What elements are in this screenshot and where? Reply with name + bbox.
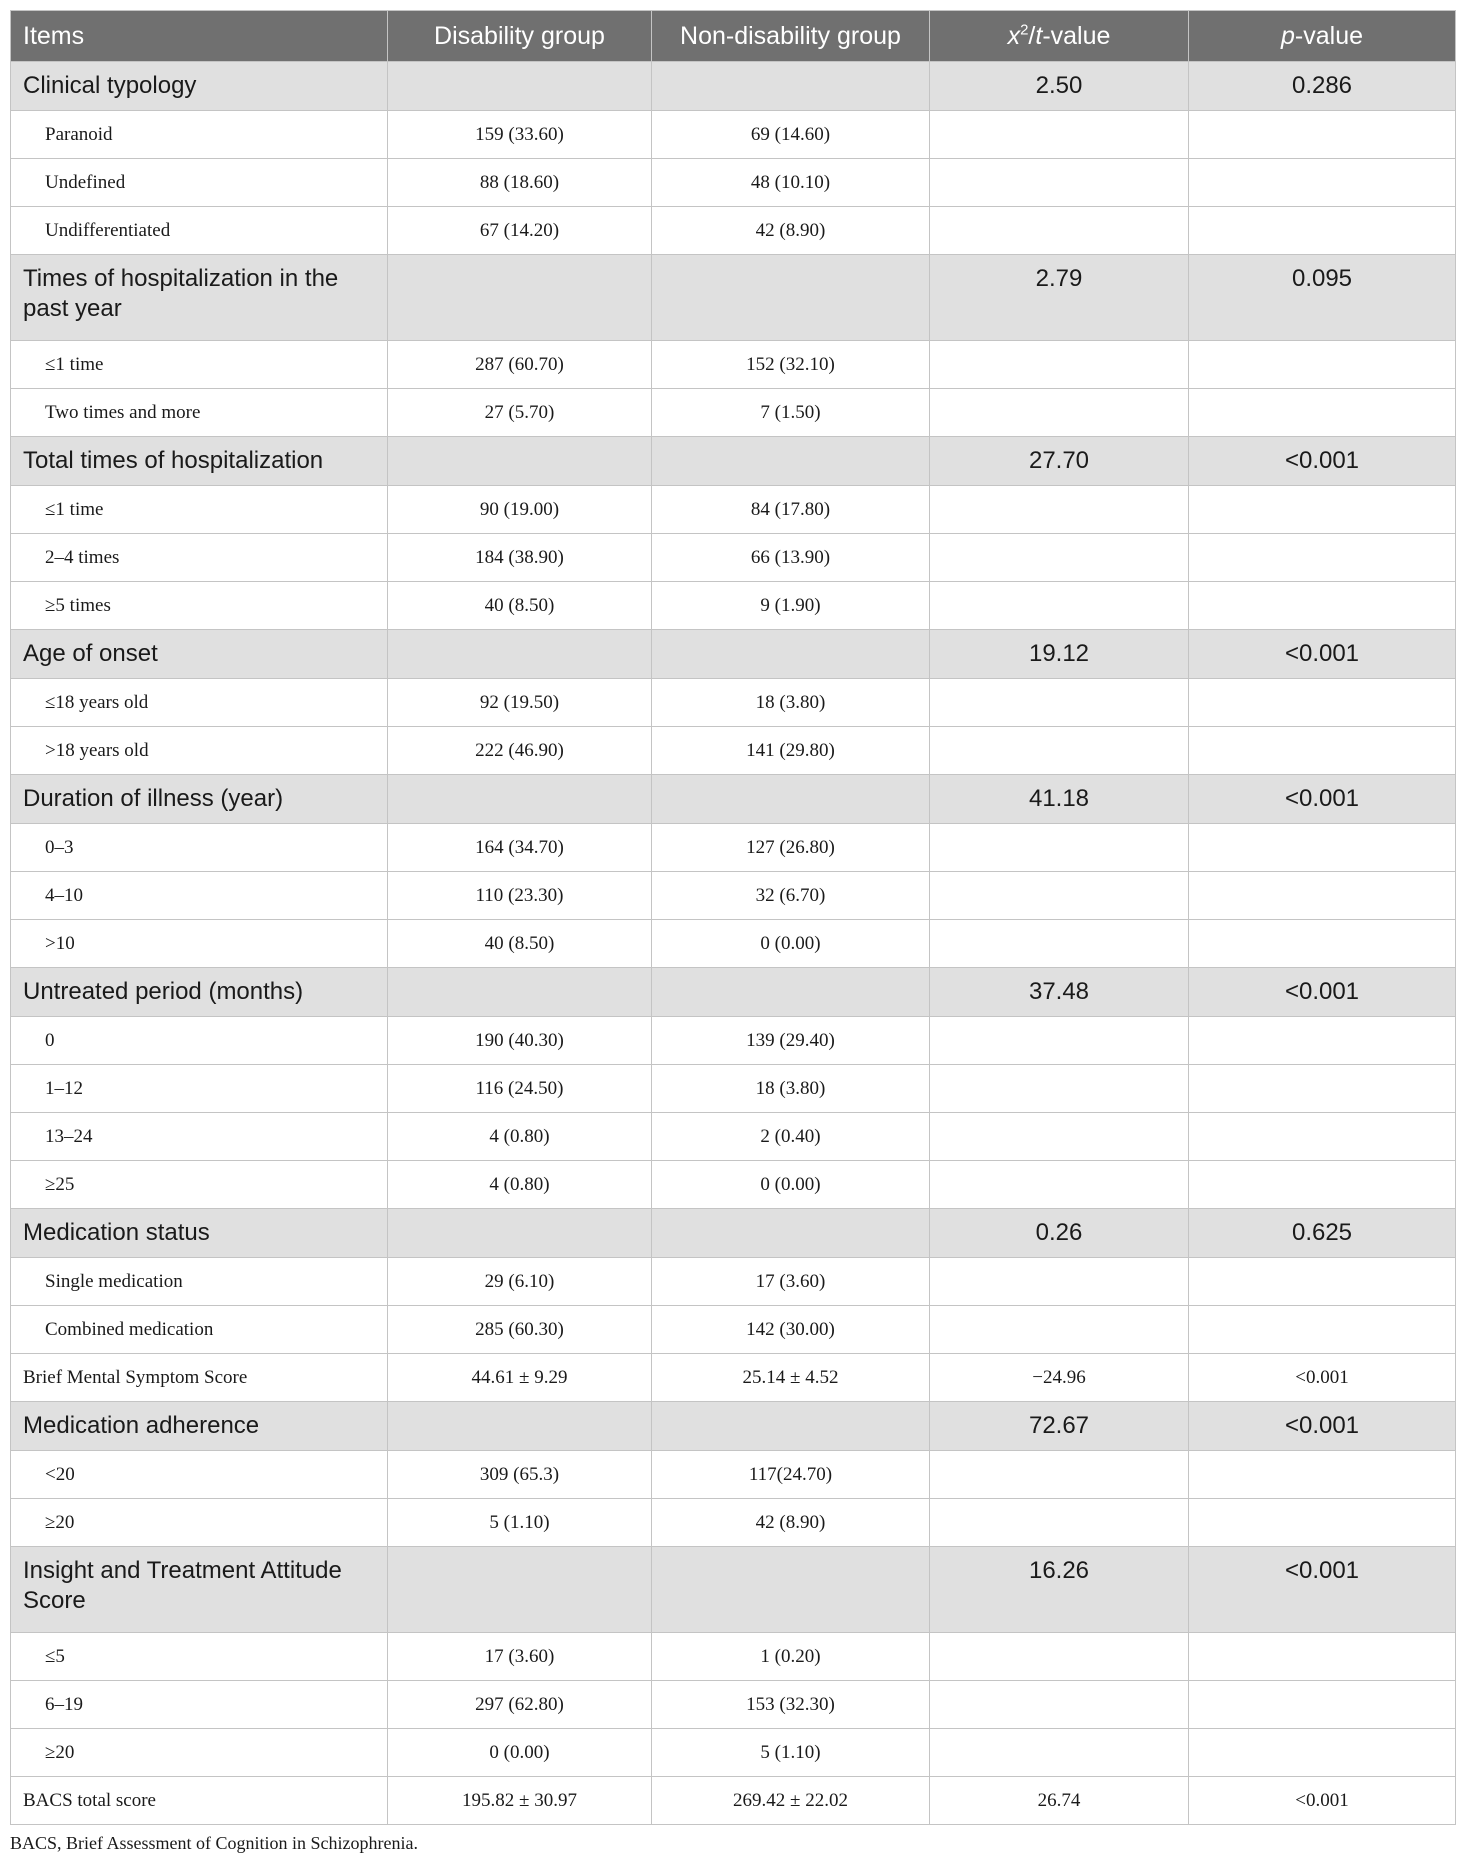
non-disability-cell	[652, 1547, 930, 1633]
statistic-cell	[930, 1681, 1189, 1729]
disability-cell	[388, 1402, 652, 1451]
disability-cell: 110 (23.30)	[388, 872, 652, 920]
header-p-value	[1189, 11, 1456, 62]
non-disability-cell: 48 (10.10)	[652, 159, 930, 207]
p-value-cell: 0.625	[1189, 1209, 1456, 1258]
statistic-cell: 27.70	[930, 437, 1189, 486]
statistic-cell: 72.67	[930, 1402, 1189, 1451]
disability-cell: 67 (14.20)	[388, 207, 652, 255]
category-row	[11, 1402, 1456, 1451]
header-stat-suffix: -value	[1042, 21, 1111, 50]
p-value-cell	[1189, 1729, 1456, 1777]
header-stat-t: t	[1035, 21, 1043, 50]
p-value-cell: <0.001	[1189, 630, 1456, 679]
disability-cell: 195.82 ± 30.97	[388, 1777, 652, 1825]
statistic-cell: 0.26	[930, 1209, 1189, 1258]
non-disability-cell: 141 (29.80)	[652, 727, 930, 775]
p-value-cell	[1189, 1065, 1456, 1113]
statistic-cell	[930, 1451, 1189, 1499]
table-row	[11, 1306, 1456, 1354]
header-row	[11, 11, 1456, 62]
statistic-cell	[930, 1065, 1189, 1113]
non-disability-cell: 17 (3.60)	[652, 1258, 930, 1306]
statistic-cell	[930, 1258, 1189, 1306]
p-value-cell	[1189, 1161, 1456, 1209]
header-stat-x: x	[1007, 21, 1021, 50]
p-value-cell	[1189, 824, 1456, 872]
header-non-disability-group: Non-disability group	[652, 11, 930, 62]
p-value-cell	[1189, 1113, 1456, 1161]
category-row	[11, 1547, 1456, 1633]
non-disability-cell: 153 (32.30)	[652, 1681, 930, 1729]
statistic-cell	[930, 341, 1189, 389]
p-value-cell: 0.286	[1189, 62, 1456, 111]
category-row	[11, 437, 1456, 486]
p-value-cell	[1189, 727, 1456, 775]
p-value-cell: <0.001	[1189, 775, 1456, 824]
p-value-cell	[1189, 1499, 1456, 1547]
disability-cell: 190 (40.30)	[388, 1017, 652, 1065]
statistic-cell	[930, 111, 1189, 159]
table-container	[10, 10, 1455, 1825]
p-value-cell: <0.001	[1189, 968, 1456, 1017]
category-row	[11, 630, 1456, 679]
table-row	[11, 1258, 1456, 1306]
non-disability-cell	[652, 437, 930, 486]
row-label: Clinical typology	[11, 62, 388, 111]
row-label: Duration of illness (year)	[11, 775, 388, 824]
disability-cell: 4 (0.80)	[388, 1113, 652, 1161]
p-value-cell: <0.001	[1189, 1402, 1456, 1451]
statistic-cell	[930, 1499, 1189, 1547]
statistic-cell	[930, 1017, 1189, 1065]
row-label: 6–19	[11, 1681, 388, 1729]
non-disability-cell: 69 (14.60)	[652, 111, 930, 159]
row-label: Medication status	[11, 1209, 388, 1258]
row-label: Brief Mental Symptom Score	[11, 1354, 388, 1402]
disability-cell	[388, 1209, 652, 1258]
header-p-italic: p	[1281, 21, 1295, 50]
row-label: 2–4 times	[11, 534, 388, 582]
non-disability-cell: 127 (26.80)	[652, 824, 930, 872]
statistic-cell	[930, 582, 1189, 630]
table-row	[11, 1681, 1456, 1729]
disability-cell	[388, 775, 652, 824]
category-row	[11, 968, 1456, 1017]
disability-cell: 4 (0.80)	[388, 1161, 652, 1209]
disability-cell: 90 (19.00)	[388, 486, 652, 534]
statistic-cell: −24.96	[930, 1354, 1189, 1402]
statistic-cell	[930, 1633, 1189, 1681]
non-disability-cell: 18 (3.80)	[652, 679, 930, 727]
p-value-cell	[1189, 486, 1456, 534]
row-label: Age of onset	[11, 630, 388, 679]
table-row	[11, 1161, 1456, 1209]
disability-cell	[388, 1547, 652, 1633]
row-label: Total times of hospitalization	[11, 437, 388, 486]
disability-cell	[388, 968, 652, 1017]
p-value-cell: <0.001	[1189, 1354, 1456, 1402]
non-disability-cell: 0 (0.00)	[652, 1161, 930, 1209]
non-disability-cell: 42 (8.90)	[652, 207, 930, 255]
p-value-cell	[1189, 872, 1456, 920]
category-row	[11, 62, 1456, 111]
p-value-cell	[1189, 679, 1456, 727]
table-row	[11, 1017, 1456, 1065]
disability-cell	[388, 62, 652, 111]
header-stat-slash: /	[1028, 21, 1036, 50]
row-label: <20	[11, 1451, 388, 1499]
row-label: Two times and more	[11, 389, 388, 437]
table-row	[11, 1113, 1456, 1161]
non-disability-cell: 152 (32.10)	[652, 341, 930, 389]
statistic-cell: 16.26	[930, 1547, 1189, 1633]
non-disability-cell: 142 (30.00)	[652, 1306, 930, 1354]
disability-cell: 88 (18.60)	[388, 159, 652, 207]
statistic-cell	[930, 872, 1189, 920]
non-disability-cell	[652, 968, 930, 1017]
statistic-cell: 2.79	[930, 255, 1189, 341]
table-row	[11, 111, 1456, 159]
non-disability-cell: 1 (0.20)	[652, 1633, 930, 1681]
non-disability-cell: 42 (8.90)	[652, 1499, 930, 1547]
table-header	[11, 11, 1456, 62]
non-disability-cell	[652, 630, 930, 679]
non-disability-cell: 117(24.70)	[652, 1451, 930, 1499]
disability-cell: 159 (33.60)	[388, 111, 652, 159]
row-label: Undifferentiated	[11, 207, 388, 255]
non-disability-cell: 32 (6.70)	[652, 872, 930, 920]
header-stat-superscript: 2	[1020, 21, 1029, 39]
row-label: BACS total score	[11, 1777, 388, 1825]
p-value-cell	[1189, 1633, 1456, 1681]
non-disability-cell	[652, 1402, 930, 1451]
non-disability-cell: 18 (3.80)	[652, 1065, 930, 1113]
header-statistic-value	[930, 11, 1189, 62]
header-p-suffix: -value	[1294, 21, 1363, 50]
row-label: Untreated period (months)	[11, 968, 388, 1017]
table-row	[11, 727, 1456, 775]
row-label: Combined medication	[11, 1306, 388, 1354]
p-value-cell	[1189, 1681, 1456, 1729]
row-label: ≥25	[11, 1161, 388, 1209]
disability-cell: 40 (8.50)	[388, 582, 652, 630]
clinical-characteristics-table	[10, 10, 1456, 1825]
row-label: ≤1 time	[11, 341, 388, 389]
disability-cell	[388, 437, 652, 486]
table-row	[11, 341, 1456, 389]
table-row	[11, 824, 1456, 872]
category-row	[11, 1209, 1456, 1258]
disability-cell: 116 (24.50)	[388, 1065, 652, 1113]
row-label: Insight and Treatment Attitude Score	[11, 1547, 388, 1633]
disability-cell: 17 (3.60)	[388, 1633, 652, 1681]
disability-cell	[388, 630, 652, 679]
row-label: 1–12	[11, 1065, 388, 1113]
row-label: ≥20	[11, 1729, 388, 1777]
row-label: 0	[11, 1017, 388, 1065]
row-label: >10	[11, 920, 388, 968]
row-label: 4–10	[11, 872, 388, 920]
header-disability-group: Disability group	[388, 11, 652, 62]
row-label: Single medication	[11, 1258, 388, 1306]
statistic-cell: 2.50	[930, 62, 1189, 111]
p-value-cell	[1189, 111, 1456, 159]
p-value-cell	[1189, 207, 1456, 255]
disability-cell: 287 (60.70)	[388, 341, 652, 389]
statistic-cell: 26.74	[930, 1777, 1189, 1825]
statistic-cell: 19.12	[930, 630, 1189, 679]
statistic-cell	[930, 1113, 1189, 1161]
table-row	[11, 389, 1456, 437]
p-value-cell	[1189, 389, 1456, 437]
table-row	[11, 1777, 1456, 1825]
row-label: Paranoid	[11, 111, 388, 159]
disability-cell: 5 (1.10)	[388, 1499, 652, 1547]
table-row	[11, 1633, 1456, 1681]
table-row	[11, 486, 1456, 534]
disability-cell: 297 (62.80)	[388, 1681, 652, 1729]
non-disability-cell: 66 (13.90)	[652, 534, 930, 582]
disability-cell: 27 (5.70)	[388, 389, 652, 437]
p-value-cell	[1189, 1258, 1456, 1306]
row-label: ≥20	[11, 1499, 388, 1547]
statistic-cell	[930, 159, 1189, 207]
non-disability-cell	[652, 62, 930, 111]
table-row	[11, 679, 1456, 727]
non-disability-cell: 25.14 ± 4.52	[652, 1354, 930, 1402]
statistic-cell	[930, 207, 1189, 255]
disability-cell: 184 (38.90)	[388, 534, 652, 582]
statistic-cell	[930, 727, 1189, 775]
row-label: Medication adherence	[11, 1402, 388, 1451]
statistic-cell	[930, 534, 1189, 582]
row-label: >18 years old	[11, 727, 388, 775]
statistic-cell	[930, 824, 1189, 872]
p-value-cell	[1189, 1451, 1456, 1499]
disability-cell: 0 (0.00)	[388, 1729, 652, 1777]
header-items: Items	[11, 11, 388, 62]
table-row	[11, 1451, 1456, 1499]
non-disability-cell	[652, 1209, 930, 1258]
row-label: 13–24	[11, 1113, 388, 1161]
table-row	[11, 1499, 1456, 1547]
non-disability-cell: 7 (1.50)	[652, 389, 930, 437]
disability-cell: 285 (60.30)	[388, 1306, 652, 1354]
disability-cell: 40 (8.50)	[388, 920, 652, 968]
statistic-cell	[930, 920, 1189, 968]
p-value-cell	[1189, 341, 1456, 389]
disability-cell: 222 (46.90)	[388, 727, 652, 775]
disability-cell: 44.61 ± 9.29	[388, 1354, 652, 1402]
category-row	[11, 255, 1456, 341]
statistic-cell: 41.18	[930, 775, 1189, 824]
statistic-cell	[930, 486, 1189, 534]
table-body	[11, 62, 1456, 1825]
row-label: ≤5	[11, 1633, 388, 1681]
table-row	[11, 1065, 1456, 1113]
disability-cell: 309 (65.3)	[388, 1451, 652, 1499]
table-row	[11, 1729, 1456, 1777]
p-value-cell	[1189, 1017, 1456, 1065]
non-disability-cell: 0 (0.00)	[652, 920, 930, 968]
p-value-cell	[1189, 534, 1456, 582]
non-disability-cell: 269.42 ± 22.02	[652, 1777, 930, 1825]
disability-cell: 29 (6.10)	[388, 1258, 652, 1306]
disability-cell	[388, 255, 652, 341]
p-value-cell: <0.001	[1189, 1777, 1456, 1825]
statistic-cell	[930, 1729, 1189, 1777]
statistic-cell	[930, 1306, 1189, 1354]
row-label: Times of hospitalization in the past year	[11, 255, 388, 341]
p-value-cell	[1189, 582, 1456, 630]
p-value-cell: 0.095	[1189, 255, 1456, 341]
non-disability-cell: 5 (1.10)	[652, 1729, 930, 1777]
table-row	[11, 159, 1456, 207]
non-disability-cell	[652, 255, 930, 341]
statistic-cell: 37.48	[930, 968, 1189, 1017]
disability-cell: 164 (34.70)	[388, 824, 652, 872]
p-value-cell	[1189, 1306, 1456, 1354]
statistic-cell	[930, 679, 1189, 727]
table-row	[11, 920, 1456, 968]
row-label: ≤1 time	[11, 486, 388, 534]
table-row	[11, 1354, 1456, 1402]
p-value-cell	[1189, 920, 1456, 968]
table-row	[11, 207, 1456, 255]
p-value-cell: <0.001	[1189, 1547, 1456, 1633]
non-disability-cell: 2 (0.40)	[652, 1113, 930, 1161]
row-label: Undefined	[11, 159, 388, 207]
statistic-cell	[930, 1161, 1189, 1209]
non-disability-cell: 139 (29.40)	[652, 1017, 930, 1065]
non-disability-cell: 9 (1.90)	[652, 582, 930, 630]
statistic-cell	[930, 389, 1189, 437]
table-footnote: BACS, Brief Assessment of Cognition in Schizophrenia.	[10, 1833, 418, 1853]
table-row	[11, 582, 1456, 630]
table-row	[11, 534, 1456, 582]
p-value-cell	[1189, 159, 1456, 207]
row-label: ≥5 times	[11, 582, 388, 630]
category-row	[11, 775, 1456, 824]
non-disability-cell: 84 (17.80)	[652, 486, 930, 534]
table-row	[11, 872, 1456, 920]
row-label: 0–3	[11, 824, 388, 872]
p-value-cell: <0.001	[1189, 437, 1456, 486]
non-disability-cell	[652, 775, 930, 824]
disability-cell: 92 (19.50)	[388, 679, 652, 727]
row-label: ≤18 years old	[11, 679, 388, 727]
